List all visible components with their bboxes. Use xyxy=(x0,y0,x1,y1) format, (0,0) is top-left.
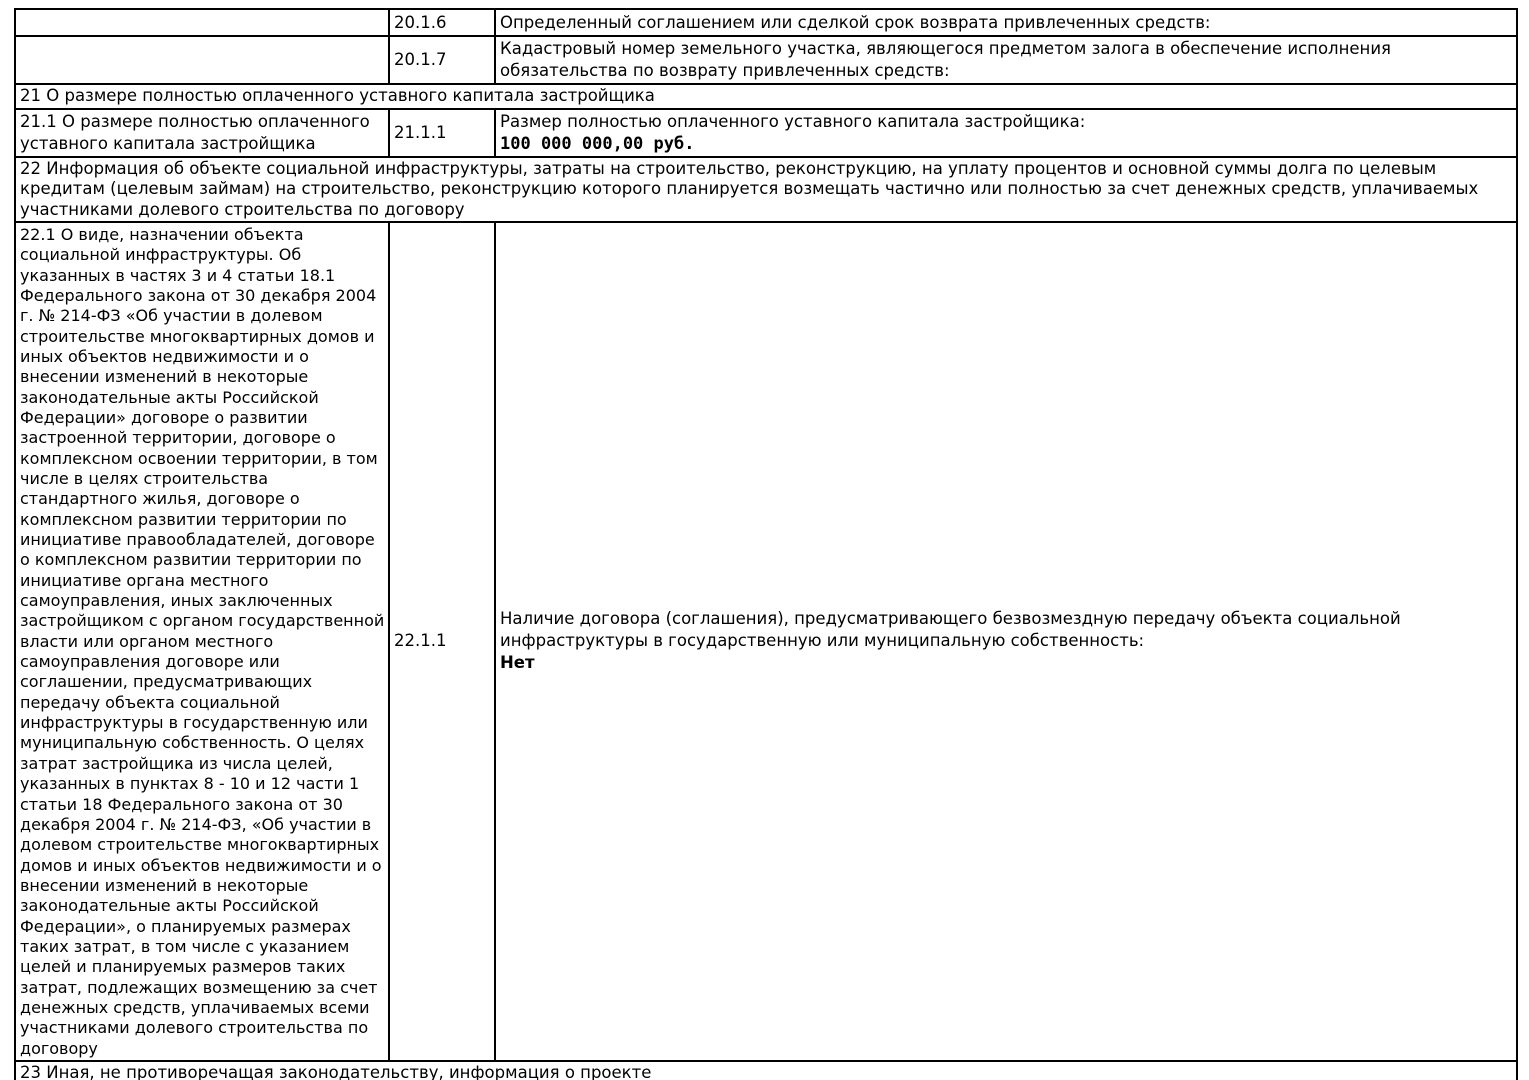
topic-cell-empty xyxy=(15,9,389,36)
section-22-title: 22 Информация об объекте социальной инфраструктуры, затраты на строительство, реконструкцию, на уплату процентов и основной суммы долга по целевым кредитам (целевым займам) на строительство, реконструкцию которого планируется возмещать частично или полностью за счет денежных средств, уплачиваемых участниками долевого строительства по договору xyxy=(15,157,1517,222)
item-number-21-1-1: 21.1.1 xyxy=(389,109,495,157)
field-cell-22-1-1 xyxy=(495,222,1517,1061)
field-label-20-1-7: Кадастровый номер земельного участка, являющегося предметом залога в обеспечение исполнения обязательства по возврату привлеченных средств: xyxy=(495,36,1517,84)
section-row-21 xyxy=(15,84,1517,109)
field-label-21-1-1: Размер полностью оплаченного уставного капитала застройщика: xyxy=(500,112,1086,131)
row-22-1 xyxy=(15,222,1517,1061)
field-label-20-1-6: Определенный соглашением или сделкой срок возврата привлеченных средств: xyxy=(495,9,1517,36)
field-label-22-1-1: Наличие договора (соглашения), предусматривающего безвозмездную передачу объекта социальной инфраструктуры в государственную или муниципальную собственность: xyxy=(500,609,1401,651)
section-23-title: 23 Иная, не противоречащая законодательству, информация о проекте xyxy=(15,1061,1517,1080)
section-row-23 xyxy=(15,1061,1517,1080)
section-row-22 xyxy=(15,157,1517,222)
section-21-title: 21 О размере полностью оплаченного уставного капитала застройщика xyxy=(15,84,1517,109)
item-number-20-1-7: 20.1.7 xyxy=(389,36,495,84)
field-value-21-1-1: 100 000 000,00 руб. xyxy=(500,134,695,154)
declaration-table xyxy=(14,8,1518,1080)
topic-cell-22-1: 22.1 О виде, назначении объекта социальной инфраструктуры. Об указанных в частях 3 и 4 статьи 18.1 Федерального закона от 30 декабря 2004 г. № 214-ФЗ «Об участии в долевом строительстве многоквартирных домов и иных объектов недвижимости и о внесении изменений в некоторые законодательные акты Российской Федерации» договоре о развитии застроенной территории, договоре о комплексном освоении территории, в том числе в целях строительства стандартного жилья, договоре о комплексном развитии территории по инициативе правообладателей, договоре о комплексном развитии территории по инициативе органа местного самоуправления, иных заключенных застройщиком с органом государственной власти или органом местного самоуправления договоре или соглашении, предусматривающих передачу объекта социальной инфраструктуры в государственную или муниципальную собственность. О целях затрат застройщика из числа целей, указанных в пунктах 8 - 10 и 12 части 1 статьи 18 Федерального закона от 30 декабря 2004 г. № 214-ФЗ, «Об участии в долевом строительстве многоквартирных домов и иных объектов недвижимости и о внесении изменений в некоторые законодательные акты Российской Федерации», о планируемых размерах таких затрат, в том числе с указанием целей и планируемых размеров таких затрат, подлежащих возмещению за счет денежных средств, уплачиваемых всеми участниками долевого строительства по договору xyxy=(15,222,389,1061)
field-cell-21-1-1 xyxy=(495,109,1517,157)
topic-cell-21-1: 21.1 О размере полностью оплаченного уставного капитала застройщика xyxy=(15,109,389,157)
row-20-1-7 xyxy=(15,36,1517,84)
row-20-1-6 xyxy=(15,9,1517,36)
item-number-22-1-1: 22.1.1 xyxy=(389,222,495,1061)
item-number-20-1-6: 20.1.6 xyxy=(389,9,495,36)
row-21-1 xyxy=(15,109,1517,157)
field-value-22-1-1: Нет xyxy=(500,653,535,673)
topic-cell-empty xyxy=(15,36,389,84)
